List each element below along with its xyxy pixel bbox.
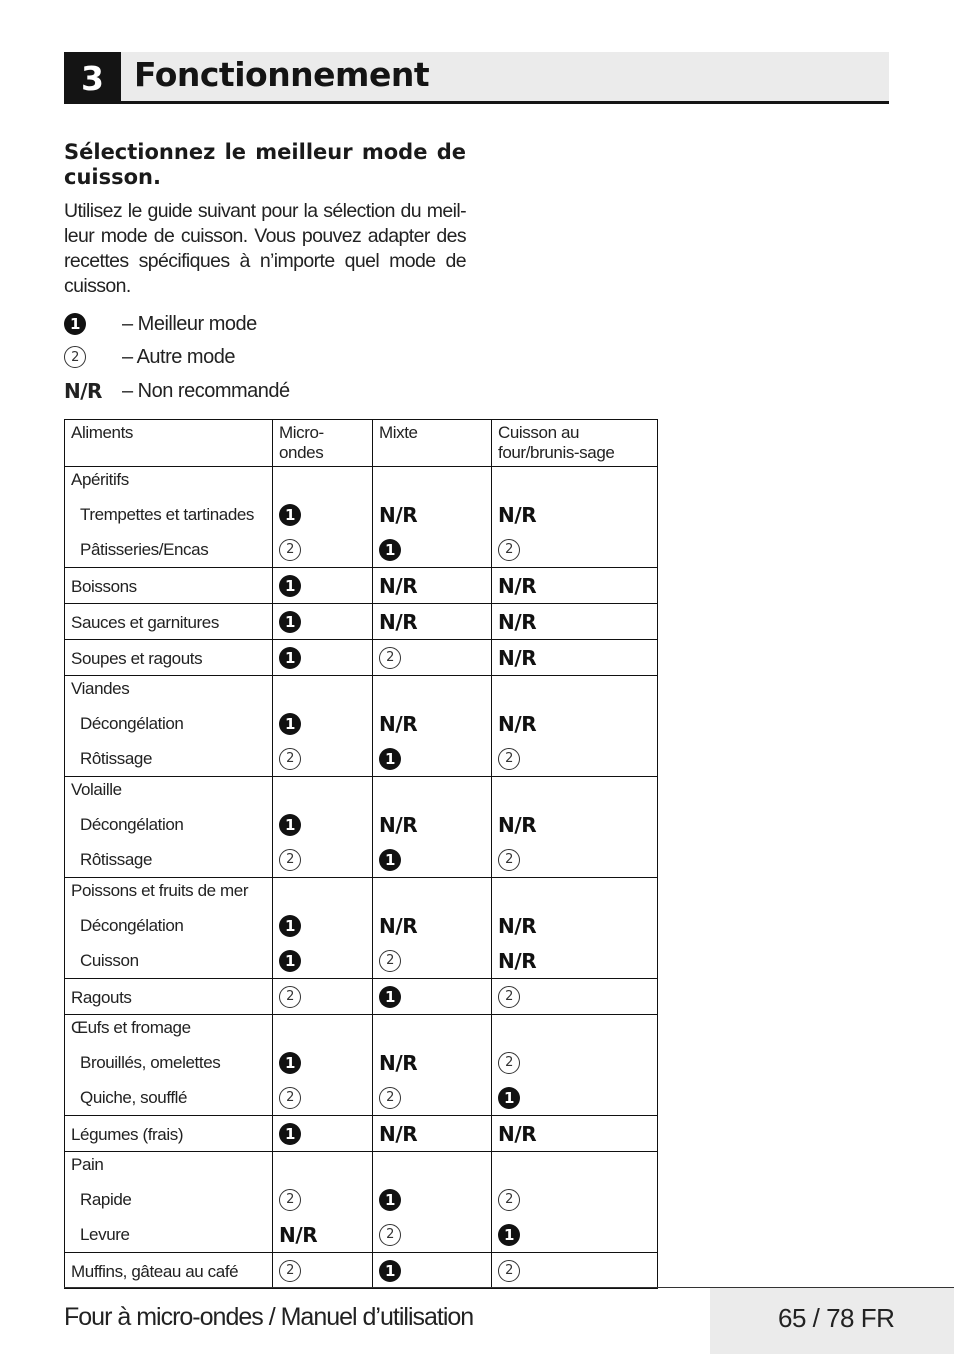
rating-cell	[492, 1015, 658, 1116]
best-mode-icon: 1	[279, 814, 301, 836]
category-label: Sauces et garnitures	[71, 613, 219, 632]
cell-spacer	[373, 777, 491, 807]
rating-cell	[373, 979, 492, 1015]
rating-line	[492, 1080, 657, 1115]
rating-line	[273, 1116, 372, 1151]
rating-cell	[273, 604, 373, 640]
rating-cell	[373, 777, 492, 878]
rating-line	[373, 842, 491, 877]
rating-line	[373, 604, 491, 639]
best-mode-icon: 1	[498, 1087, 520, 1109]
rating-cell	[273, 878, 373, 979]
header-rule	[121, 101, 889, 104]
other-mode-icon: 2	[379, 950, 401, 972]
not-recommended-label: N/R	[379, 502, 418, 527]
cell-spacer	[373, 1015, 491, 1045]
rating-line	[373, 1182, 491, 1217]
rating-cell	[492, 1152, 658, 1253]
rating-line	[373, 1116, 491, 1151]
rating-line	[492, 604, 657, 639]
subcategory-label: Levure	[80, 1224, 130, 1244]
not-recommended-label: N/R	[498, 913, 537, 938]
subcategory-label: Trempettes et tartinades	[80, 504, 255, 524]
not-recommended-label: N/R	[279, 1222, 318, 1247]
rating-cell	[492, 1253, 658, 1289]
rating-line	[373, 979, 491, 1014]
legend-label: – Autre mode	[122, 345, 235, 368]
rating-line	[492, 1253, 657, 1288]
rating-cell	[273, 1253, 373, 1289]
category-label: Muffins, gâteau au café	[71, 1262, 239, 1281]
food-cell	[65, 568, 273, 604]
rating-line	[492, 807, 657, 842]
rating-line	[492, 842, 657, 877]
table-row	[65, 1253, 658, 1289]
rating-line	[492, 908, 657, 943]
category-label: Ragouts	[71, 988, 132, 1007]
category-label: Soupes et ragouts	[71, 649, 203, 668]
not-recommended-label: N/R	[498, 645, 537, 670]
rating-line	[492, 1045, 657, 1080]
not-recommended-label: N/R	[498, 1121, 537, 1146]
intro-paragraph: Utilisez le guide suivant pour la sélection du meil-leur mode de cuisson. Vous pouvez adapter des recettes spécifiques à n’importe quel mode de cuisson.	[64, 200, 466, 297]
rating-line	[492, 706, 657, 741]
cell-spacer	[492, 467, 657, 497]
best-mode-icon: 1	[379, 849, 401, 871]
best-mode-icon: 1	[379, 1260, 401, 1282]
cell-spacer	[373, 467, 491, 497]
best-mode-icon: 1	[379, 1189, 401, 1211]
section-heading: Sélectionnez le meilleur mode de cuisson.	[64, 140, 466, 189]
table-row	[65, 640, 658, 676]
rating-cell	[492, 979, 658, 1015]
cell-spacer	[273, 777, 372, 807]
other-mode-icon: 2	[279, 748, 301, 770]
not-recommended-label: N/R	[498, 502, 537, 527]
rating-line	[373, 741, 491, 776]
subcategory-label: Quiche, soufflé	[80, 1087, 188, 1107]
rating-cell	[273, 979, 373, 1015]
rating-cell	[273, 1116, 373, 1152]
best-mode-icon: 1	[279, 575, 301, 597]
rating-cell	[373, 878, 492, 979]
subcategory-label: Pâtisseries/Encas	[80, 539, 209, 559]
other-mode-icon: 2	[498, 748, 520, 770]
other-mode-icon: 2	[279, 1189, 301, 1211]
rating-cell	[373, 1015, 492, 1116]
category-label: Œufs et fromage	[71, 1018, 191, 1037]
not-recommended-label: N/R	[379, 711, 418, 736]
other-mode-icon: 2	[379, 1087, 401, 1109]
food-cell	[65, 878, 273, 979]
food-cell	[65, 1116, 273, 1152]
rating-cell	[492, 640, 658, 676]
rating-line	[492, 640, 657, 675]
rating-cell	[273, 1152, 373, 1253]
category-label: Boissons	[71, 577, 137, 596]
rating-line	[373, 807, 491, 842]
other-mode-icon: 2	[64, 346, 86, 368]
not-recommended-label: N/R	[379, 609, 418, 634]
rating-cell	[492, 604, 658, 640]
rating-line	[273, 908, 372, 943]
not-recommended-label: N/R	[498, 573, 537, 598]
cell-spacer	[273, 878, 372, 908]
rating-line	[273, 943, 372, 978]
food-cell	[65, 1253, 273, 1289]
other-mode-icon: 2	[498, 1189, 520, 1211]
cell-spacer	[273, 467, 372, 497]
cell-spacer	[492, 676, 657, 706]
table-row	[65, 1116, 658, 1152]
rating-line	[273, 1182, 372, 1217]
best-mode-icon: 1	[379, 748, 401, 770]
best-mode-icon: 1	[498, 1224, 520, 1246]
legend-label: – Non recommandé	[122, 379, 290, 402]
rating-line	[273, 497, 372, 532]
best-mode-icon: 1	[279, 1123, 301, 1145]
footer-manual-title: Four à micro-ondes / Manuel d’utilisation	[64, 1303, 474, 1331]
other-mode-icon: 2	[498, 1052, 520, 1074]
food-cell	[65, 676, 273, 777]
other-mode-icon: 2	[498, 1260, 520, 1282]
food-cell	[65, 467, 273, 568]
rating-cell	[373, 1253, 492, 1289]
column-header: Cuisson au four/brunis-sage	[492, 420, 658, 467]
subcategory-label: Rôtissage	[80, 849, 152, 869]
rating-cell	[373, 1152, 492, 1253]
rating-cell	[492, 878, 658, 979]
rating-line	[273, 842, 372, 877]
legend-label: – Meilleur mode	[122, 312, 257, 335]
chapter-title: Fonctionnement	[134, 55, 430, 94]
rating-line	[492, 1217, 657, 1252]
not-recommended-symbol: N/R	[64, 379, 102, 403]
not-recommended-label: N/R	[379, 812, 418, 837]
other-mode-icon: 2	[279, 1260, 301, 1282]
cell-spacer	[373, 676, 491, 706]
rating-line	[492, 532, 657, 567]
subcategory-label: Rapide	[80, 1189, 132, 1209]
rating-line	[492, 943, 657, 978]
rating-cell	[273, 1015, 373, 1116]
chapter-number: 3	[64, 52, 121, 104]
best-mode-icon: 1	[279, 950, 301, 972]
rating-line	[373, 568, 491, 603]
rating-line	[373, 1253, 491, 1288]
rating-line	[373, 640, 491, 675]
table-row	[65, 777, 658, 878]
other-mode-icon: 2	[498, 539, 520, 561]
rating-cell	[373, 568, 492, 604]
rating-line	[273, 1080, 372, 1115]
rating-line	[273, 568, 372, 603]
cell-spacer	[492, 1015, 657, 1045]
other-mode-icon: 2	[279, 849, 301, 871]
table-row	[65, 1015, 658, 1116]
not-recommended-label: N/R	[379, 1121, 418, 1146]
rating-line	[273, 604, 372, 639]
table-row	[65, 878, 658, 979]
column-header: Aliments	[65, 420, 273, 467]
rating-cell	[273, 467, 373, 568]
rating-line	[273, 1045, 372, 1080]
rating-line	[373, 706, 491, 741]
subcategory-label: Décongélation	[80, 814, 184, 834]
table-row	[65, 979, 658, 1015]
table-row	[65, 568, 658, 604]
rating-line	[273, 807, 372, 842]
category-label: Apéritifs	[71, 470, 129, 489]
subcategory-label: Décongélation	[80, 713, 184, 733]
best-mode-icon: 1	[379, 539, 401, 561]
cell-spacer	[273, 1152, 372, 1182]
other-mode-icon: 2	[498, 986, 520, 1008]
column-header: Mixte	[373, 420, 492, 467]
rating-line	[492, 741, 657, 776]
rating-cell	[492, 676, 658, 777]
rating-line	[492, 979, 657, 1014]
rating-line	[373, 497, 491, 532]
subcategory-label: Rôtissage	[80, 748, 152, 768]
not-recommended-label: N/R	[379, 573, 418, 598]
rating-cell	[373, 604, 492, 640]
rating-line	[273, 532, 372, 567]
best-mode-icon: 1	[279, 647, 301, 669]
rating-line	[492, 1116, 657, 1151]
rating-line	[273, 640, 372, 675]
table-row	[65, 676, 658, 777]
table-row	[65, 1152, 658, 1253]
rating-line	[373, 908, 491, 943]
food-cell	[65, 979, 273, 1015]
cell-spacer	[492, 878, 657, 908]
rating-line	[273, 706, 372, 741]
rating-line	[373, 532, 491, 567]
rating-cell	[492, 777, 658, 878]
rating-line	[492, 568, 657, 603]
category-label: Poissons et fruits de mer	[71, 881, 249, 900]
other-mode-icon: 2	[379, 1224, 401, 1246]
not-recommended-label: N/R	[379, 913, 418, 938]
not-recommended-label: N/R	[498, 948, 537, 973]
not-recommended-label: N/R	[498, 812, 537, 837]
food-cell	[65, 640, 273, 676]
subcategory-label: Cuisson	[80, 950, 139, 970]
rating-cell	[492, 467, 658, 568]
subcategory-label: Décongélation	[80, 915, 184, 935]
not-recommended-label: N/R	[498, 711, 537, 736]
table-header-row	[65, 420, 658, 467]
best-mode-icon: 1	[379, 986, 401, 1008]
best-mode-icon: 1	[279, 1052, 301, 1074]
column-header: Micro-ondes	[273, 420, 373, 467]
category-label: Légumes (frais)	[71, 1125, 184, 1144]
other-mode-icon: 2	[379, 647, 401, 669]
food-cell	[65, 1152, 273, 1253]
not-recommended-label: N/R	[498, 609, 537, 634]
best-mode-icon: 1	[279, 915, 301, 937]
category-label: Viandes	[71, 679, 130, 698]
best-mode-icon: 1	[64, 313, 86, 335]
not-recommended-label: N/R	[379, 1050, 418, 1075]
cell-spacer	[273, 676, 372, 706]
rating-cell	[273, 640, 373, 676]
other-mode-icon: 2	[498, 849, 520, 871]
rating-line	[373, 1080, 491, 1115]
rating-cell	[492, 1116, 658, 1152]
rating-cell	[273, 568, 373, 604]
cell-spacer	[373, 1152, 491, 1182]
food-cell	[65, 777, 273, 878]
best-mode-icon: 1	[279, 611, 301, 633]
rating-cell	[373, 676, 492, 777]
cell-spacer	[373, 878, 491, 908]
table-row	[65, 467, 658, 568]
rating-cell	[273, 777, 373, 878]
cooking-mode-table	[64, 419, 658, 1289]
other-mode-icon: 2	[279, 986, 301, 1008]
legend-other	[64, 342, 235, 372]
rating-line	[373, 943, 491, 978]
rating-line	[273, 979, 372, 1014]
cell-spacer	[273, 1015, 372, 1045]
rating-line	[273, 1253, 372, 1288]
best-mode-icon: 1	[279, 713, 301, 735]
rating-cell	[373, 640, 492, 676]
rating-cell	[492, 568, 658, 604]
rating-line	[492, 1182, 657, 1217]
other-mode-icon: 2	[279, 539, 301, 561]
other-mode-icon: 2	[279, 1087, 301, 1109]
rating-line	[373, 1045, 491, 1080]
rating-line	[273, 741, 372, 776]
food-cell	[65, 1015, 273, 1116]
food-cell	[65, 604, 273, 640]
legend-best	[64, 309, 257, 339]
cell-spacer	[492, 777, 657, 807]
rating-line	[373, 1217, 491, 1252]
rating-line	[492, 497, 657, 532]
table-row	[65, 604, 658, 640]
category-label: Pain	[71, 1155, 104, 1174]
cell-spacer	[492, 1152, 657, 1182]
rating-line	[273, 1217, 372, 1252]
rating-cell	[273, 676, 373, 777]
rating-cell	[373, 1116, 492, 1152]
category-label: Volaille	[71, 780, 122, 799]
best-mode-icon: 1	[279, 504, 301, 526]
page-number: 65 / 78 FR	[778, 1303, 895, 1333]
legend-nr	[64, 376, 290, 406]
subcategory-label: Brouillés, omelettes	[80, 1052, 221, 1072]
rating-cell	[373, 467, 492, 568]
